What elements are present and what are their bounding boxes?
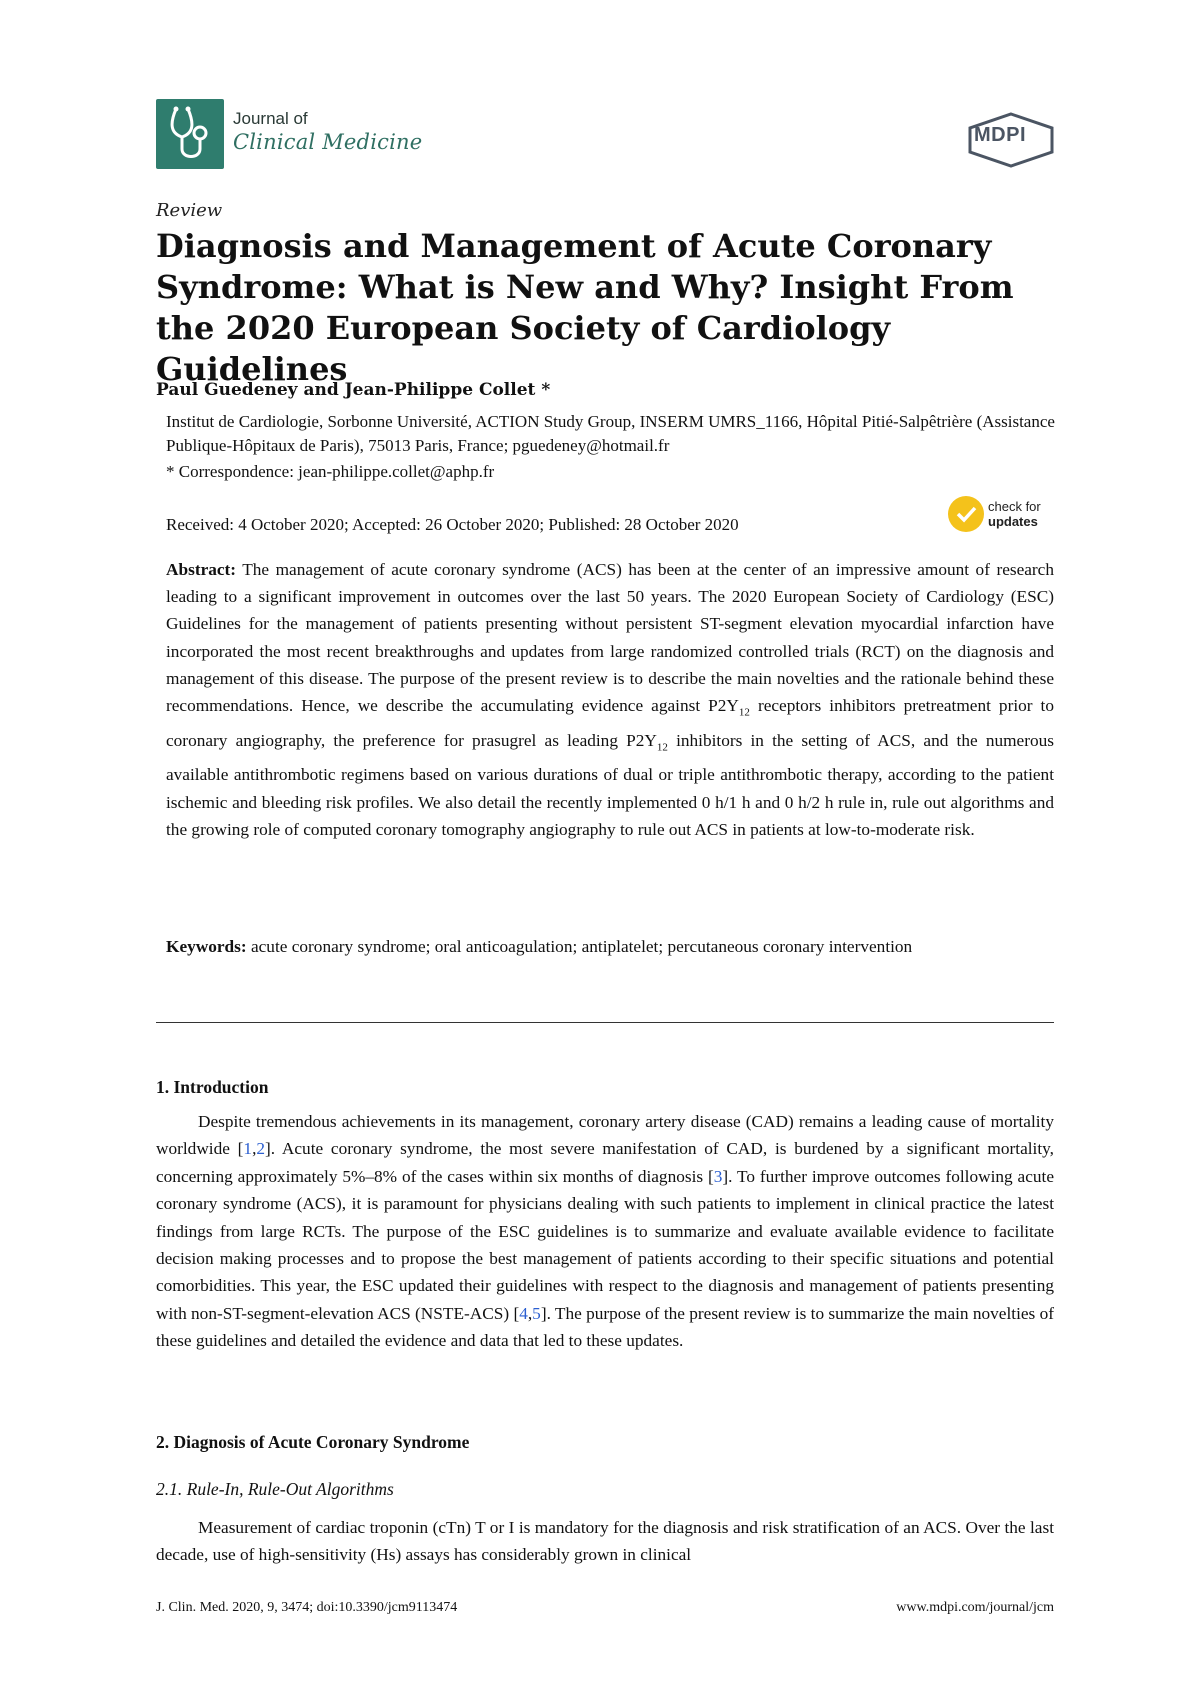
article-title: Diagnosis and Management of Acute Coronary Syndrome: What is New and Why? Insight From the 2020 European Society of Cardiology Guidelines: [156, 227, 1014, 388]
divider: [156, 1022, 1054, 1023]
intro-text-2: ]. Acute coronary syndrome, the most severe manifestation of CAD, is burdened by a significant mortality, concerning approximately 5%–8% of the cases within six months of diagnosis [: [156, 1139, 1054, 1186]
correspondence: * Correspondence: jean-philippe.collet@aphp.fr: [166, 462, 495, 481]
section-heading-introduction: 1. Introduction: [156, 1077, 269, 1097]
abstract-text-3: inhibitors in the setting of ACS, and the numerous available antithrombotic regimens based on various durations of dual or triple antithrombotic therapy, according to the patient ischemic and bleeding risk profiles. We also detail the recently implemented 0 h/1 h and 0 h/2 h rule in, rule out algorithms and the growing role of computed coronary tomography angiography to rule out ACS in patients at low-to-moderate risk.: [166, 730, 1054, 839]
introduction-paragraph: [156, 1108, 1054, 1355]
reference-link-1[interactable]: 1: [243, 1139, 253, 1159]
affiliation: Institut de Cardiologie, Sorbonne Université, ACTION Study Group, INSERM UMRS_1166, Hôpital Pitié-Salpêtrière (Assistance Publique-Hôpitaux de Paris), 75013 Paris, France; pguedeney@hotmail.fr: [166, 412, 1055, 455]
journal-logo: [156, 99, 224, 169]
article-type: Review: [156, 200, 223, 221]
abstract-sub-1: 12: [738, 706, 750, 719]
stethoscope-icon: [156, 99, 224, 169]
keywords-label: Keywords:: [166, 937, 247, 956]
intro-text-4: ]. The purpose of the present review is to summarize the main novelties of these guidelines and detailed the evidence and data that led to these updates.: [156, 1303, 1054, 1351]
abstract: [166, 556, 1054, 843]
reference-link-4[interactable]: 4: [519, 1303, 528, 1323]
journal-name-line2: Clinical Medicine: [233, 130, 423, 154]
keywords-text: acute coronary syndrome; oral anticoagulation; antiplatelet; percutaneous coronary intervention: [246, 937, 913, 956]
abstract-text-1: The management of acute coronary syndrome (ACS) has been at the center of an impressive amount of research leading to a significant improvement in outcomes over the last 50 years. The 2020 European Society of Cardiology (ESC) Guidelines for the management of patients presenting without persistent ST-segment elevation myocardial infarction have incorporated the most recent breakthroughs and updates from large randomized controlled trials (RCT) on the diagnosis and management of this disease. The purpose of the present review is to describe the main novelties and the rationale behind these recommendations. Hence, we describe the accumulating evidence against P2Y: [166, 560, 1054, 716]
journal-name-line1: Journal of: [233, 109, 308, 128]
abstract-text-2: receptors inhibitors pretreatment prior to coronary angiography, the preference for prasugrel as leading P2Y: [166, 696, 1054, 750]
abstract-label: Abstract:: [166, 560, 237, 579]
check-updates-line1: check for: [988, 499, 1041, 514]
abstract-sub-2: 12: [656, 741, 668, 754]
check-for-updates-label[interactable]: [988, 499, 1041, 529]
reference-link-3[interactable]: 3: [713, 1166, 723, 1186]
check-updates-line2: updates: [988, 514, 1038, 529]
check-for-updates-icon[interactable]: [948, 496, 984, 532]
intro-text-3: ]. To further improve outcomes following acute coronary syndrome (ACS), it is paramount for physicians dealing with such patients to implement in clinical practice the latest findings from large RCTs. The purpose of the ESC guidelines is to summarize and evaluate available evidence to facilitate decision making processes and to propose the best management of patients according to their specific situations and potential comorbidities. This year, the ESC updated their guidelines with respect to the diagnosis and management of patients presenting with non-ST-segment-elevation ACS (NSTE-ACS) [: [156, 1166, 1054, 1323]
ref-separator-2: ,: [527, 1303, 533, 1323]
keywords: [166, 933, 1054, 961]
ref-separator-1: ,: [252, 1139, 257, 1159]
publisher-logo-text: MDPI: [974, 124, 1026, 146]
footer-journal-url[interactable]: www.mdpi.com/journal/jcm: [896, 1600, 1054, 1615]
publication-dates: Received: 4 October 2020; Accepted: 26 October 2020; Published: 28 October 2020: [166, 515, 739, 534]
reference-link-2[interactable]: 2: [256, 1139, 266, 1159]
footer-citation: J. Clin. Med. 2020, 9, 3474; doi:10.3390/jcm9113474: [156, 1600, 458, 1615]
reference-link-5[interactable]: 5: [532, 1303, 541, 1323]
subsection-heading-rule-in-rule-out: 2.1. Rule-In, Rule-Out Algorithms: [156, 1479, 394, 1499]
authors: Paul Guedeney and Jean-Philippe Collet *: [156, 380, 551, 400]
section-heading-diagnosis: 2. Diagnosis of Acute Coronary Syndrome: [156, 1432, 470, 1452]
intro-text-1: Despite tremendous achievements in its management, coronary artery disease (CAD) remains a leading cause of mortality worldwide [: [156, 1112, 1054, 1159]
diagnosis-paragraph: Measurement of cardiac troponin (cTn) T or I is mandatory for the diagnosis and risk stratification of an ACS. Over the last decade, use of high-sensitivity (Hs) assays has considerably grown in clinical: [156, 1518, 1054, 1565]
